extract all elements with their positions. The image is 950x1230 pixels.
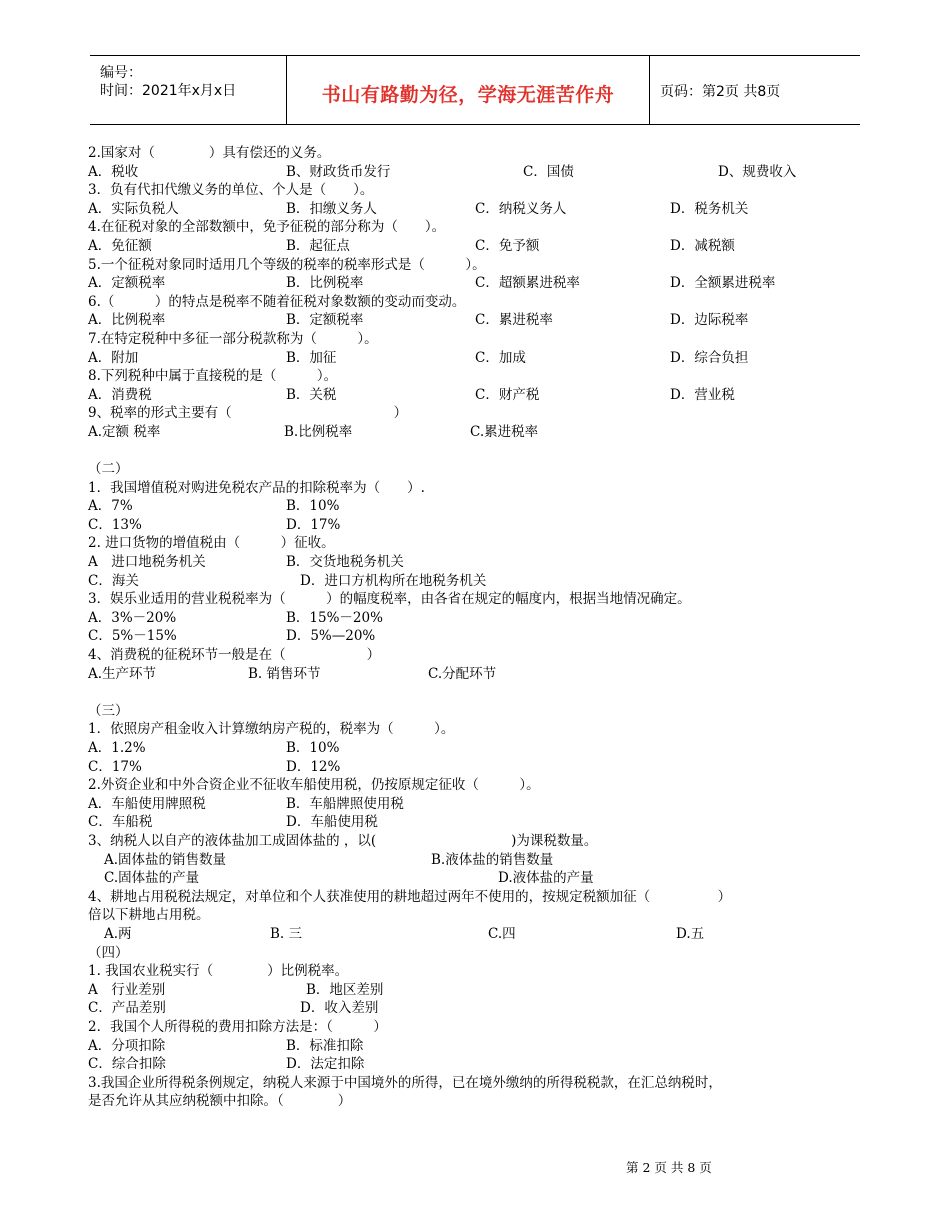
option-text: C.固体盐的产量	[104, 870, 200, 887]
question-text: 3．娱乐业适用的营业税税率为（ ）的幅度税率，由各省在规定的幅度内，根据当地情况确定。	[88, 591, 691, 608]
options-line	[88, 739, 868, 758]
option-text: B．起征点	[286, 237, 350, 254]
document-time-label: 时间：2021年x月x日	[100, 83, 237, 99]
options-line	[88, 851, 868, 870]
options-line	[88, 665, 868, 684]
option-text: A．附加	[88, 349, 139, 366]
option-text: A.生产环节	[88, 665, 157, 682]
option-text: D．车船使用税	[286, 814, 378, 831]
options-line	[88, 274, 868, 293]
blank-line	[88, 442, 868, 461]
option-text: D．全额累进税率	[670, 275, 776, 292]
option-text: B．关税	[286, 386, 337, 403]
option-text: D．税务机关	[670, 200, 749, 217]
options-line	[88, 423, 868, 442]
option-text: A.固体盐的销售数量	[104, 851, 227, 868]
option-text: B．地区差别	[306, 981, 384, 998]
option-text: C．累进税率	[475, 312, 553, 329]
option-text: B．扣缴义务人	[286, 200, 377, 217]
option-text: A．免征额	[88, 237, 152, 254]
option-text: C．财产税	[475, 386, 540, 403]
option-text: D．17%	[286, 516, 341, 533]
options-line	[88, 349, 868, 368]
question-line	[88, 776, 868, 795]
option-text: C.四	[488, 925, 516, 942]
options-line	[88, 572, 868, 591]
question-line	[88, 144, 868, 163]
question-line	[88, 293, 868, 312]
option-text: A．分项扣除	[88, 1037, 166, 1054]
question-line	[88, 1092, 868, 1111]
section-heading	[88, 460, 868, 479]
option-text: A．实际负税人	[88, 200, 179, 217]
option-text: C.分配环节	[428, 665, 497, 682]
section-heading	[88, 944, 868, 963]
option-text: C．加成	[475, 349, 526, 366]
option-text: A 行业差别	[88, 981, 166, 998]
question-text: 4.在征税对象的全部数额中，免予征税的部分称为（ ）。	[88, 219, 446, 236]
question-line	[88, 534, 868, 553]
option-text: D．营业税	[670, 386, 735, 403]
option-text: A．消费税	[88, 386, 152, 403]
question-text: 1．我国增值税对购进免税农产品的扣除税率为（ ）.	[88, 479, 425, 496]
question-line	[88, 367, 868, 386]
option-text: D．法定扣除	[286, 1056, 365, 1073]
option-text: C．免予额	[475, 237, 540, 254]
options-line	[88, 1055, 868, 1074]
option-text: B．定额税率	[286, 312, 364, 329]
options-line	[88, 609, 868, 628]
blank-line	[88, 683, 868, 702]
options-line	[88, 516, 868, 535]
option-text: A．3%－20%	[88, 609, 177, 626]
option-text: A．1.2%	[88, 740, 146, 756]
option-text: B．标准扣除	[286, 1037, 364, 1054]
options-line	[88, 981, 868, 1000]
option-text: B.比例税率	[284, 423, 353, 440]
options-line	[88, 163, 868, 182]
question-text: 3．负有代扣代缴义务的单位、个人是（ ）。	[88, 182, 374, 199]
option-text: B、财政货币发行	[286, 163, 391, 180]
question-text: 是否允许从其应纳税额中扣除。（ ）	[88, 1093, 352, 1110]
options-line	[88, 869, 868, 888]
option-text: C．纳税义务人	[475, 200, 567, 217]
options-line	[88, 200, 868, 219]
question-text: 2.国家对（ ）具有偿还的义务。	[88, 145, 331, 161]
section-heading	[88, 702, 868, 721]
page-header	[90, 55, 860, 125]
question-text: 9、税率的形式主要有（ ）	[88, 405, 408, 422]
options-line	[88, 1037, 868, 1056]
option-text: A 进口地税务机关	[88, 554, 206, 571]
question-line	[88, 404, 868, 423]
option-text: C.累进税率	[470, 423, 539, 440]
option-text: D．综合负担	[670, 349, 749, 366]
option-text: D.五	[676, 925, 705, 942]
options-line	[88, 553, 868, 572]
question-text: 1. 我国农业税实行（ ）比例税率。	[88, 963, 349, 980]
question-line	[88, 832, 868, 851]
option-text: B．加征	[286, 349, 337, 366]
option-text: B. 销售环节	[248, 665, 321, 682]
question-line	[88, 888, 868, 907]
option-text: C．综合扣除	[88, 1056, 166, 1073]
option-text: B．10%	[286, 740, 340, 756]
question-text: 5.一个征税对象同时适用几个等级的税率的税率形式是（ ）。	[88, 256, 486, 273]
option-text: D．收入差别	[300, 1000, 379, 1017]
options-line	[88, 497, 868, 516]
options-line	[88, 386, 868, 405]
option-text: A．税收	[88, 163, 139, 180]
header-left-cell	[90, 56, 287, 124]
option-text: D．边际税率	[670, 312, 749, 329]
question-line	[88, 256, 868, 275]
question-line	[88, 720, 868, 739]
question-text: 3、纳税人以自产的液体盐加工成固体盐的 ，以( )为课税数量。	[88, 832, 598, 849]
option-text: D．减税额	[670, 237, 735, 254]
option-text: D、规费收入	[718, 163, 797, 180]
question-text: 6.（ ）的特点是税率不随着征税对象数额的变动而变动。	[88, 293, 466, 310]
question-text: 3.我国企业所得税条例规定，纳税人来源于中国境外的所得，已在境外缴纳的所得税税款，在汇总纳税时，	[88, 1074, 722, 1091]
question-text: 4、耕地占用税税法规定，对单位和个人获准使用的耕地超过两年不使用的，按规定税额加征（ ）	[88, 888, 732, 905]
header-page-number: 页码：第2页 共8页	[660, 84, 781, 100]
question-text: 倍以下耕地占用税。	[88, 907, 210, 924]
document-number-label: 编号：	[100, 65, 142, 81]
option-text: C．车船税	[88, 814, 153, 831]
option-text: C．5%－15%	[88, 628, 177, 645]
question-text: 8.下列税种中属于直接税的是（ ）。	[88, 368, 338, 385]
option-text: C．国债	[523, 163, 574, 180]
options-line	[88, 237, 868, 256]
option-text: C．17%	[88, 758, 142, 775]
option-text: B. 三	[270, 925, 303, 942]
option-text: C．产品差别	[88, 1000, 166, 1017]
question-text: 1．依照房产租金收入计算缴纳房产税的，税率为（ ）。	[88, 721, 455, 738]
question-line	[88, 962, 868, 981]
option-text: B.液体盐的销售数量	[431, 851, 554, 868]
question-text: 2. 进口货物的增值税由（ ）征收。	[88, 535, 335, 552]
option-text: B．交货地税务机关	[286, 554, 404, 571]
option-text: C．13%	[88, 516, 142, 533]
option-text: A．定额税率	[88, 275, 166, 292]
options-line	[88, 999, 868, 1018]
option-text: C．超额累进税率	[475, 275, 580, 292]
options-line	[88, 925, 868, 944]
option-text: B．车船牌照使用税	[286, 795, 404, 812]
options-line	[88, 813, 868, 832]
question-line	[88, 330, 868, 349]
question-text: 2.外资企业和中外合资企业不征收车船使用税，仍按原规定征收（ ）。	[88, 777, 540, 794]
options-line	[88, 795, 868, 814]
question-line	[88, 590, 868, 609]
page-footer: 第 2 页 共 8 页	[626, 1160, 712, 1175]
question-content	[88, 144, 868, 1111]
option-text: D．进口方机构所在地税务机关	[300, 572, 487, 589]
question-text: 2．我国个人所得税的费用扣除方法是：（ ）	[88, 1018, 387, 1035]
option-text: A．车船使用牌照税	[88, 795, 206, 812]
options-line	[88, 627, 868, 646]
header-page-cell	[650, 56, 860, 124]
option-text: A．7%	[88, 498, 133, 515]
option-text: B．比例税率	[286, 275, 364, 292]
question-line	[88, 479, 868, 498]
section-title: （三）	[88, 702, 129, 719]
option-text: A.两	[104, 925, 132, 942]
options-line	[88, 311, 868, 330]
question-line	[88, 1074, 868, 1093]
question-line	[88, 218, 868, 237]
question-line	[88, 181, 868, 200]
option-text: D．5%—20%	[286, 628, 376, 645]
question-text: 7.在特定税种中多征一部分税款称为（ ）。	[88, 330, 378, 347]
question-text: 4、消费税的征税环节一般是在（ ）	[88, 647, 381, 664]
option-text: D．12%	[286, 758, 341, 775]
header-motto: 书山有路勤为径，学海无涯苦作舟	[321, 84, 615, 106]
option-text: B．15%－20%	[286, 609, 383, 626]
section-title: （二）	[88, 461, 129, 478]
option-text: B．10%	[286, 498, 340, 515]
option-text: A.定额 税率	[88, 423, 161, 440]
header-motto-cell	[287, 56, 650, 124]
option-text: C．海关	[88, 572, 139, 589]
question-line	[88, 646, 868, 665]
options-line	[88, 758, 868, 777]
section-title: （四）	[88, 944, 129, 961]
question-line	[88, 906, 868, 925]
option-text: A．比例税率	[88, 312, 166, 329]
option-text: D.液体盐的产量	[498, 870, 594, 887]
question-line	[88, 1018, 868, 1037]
